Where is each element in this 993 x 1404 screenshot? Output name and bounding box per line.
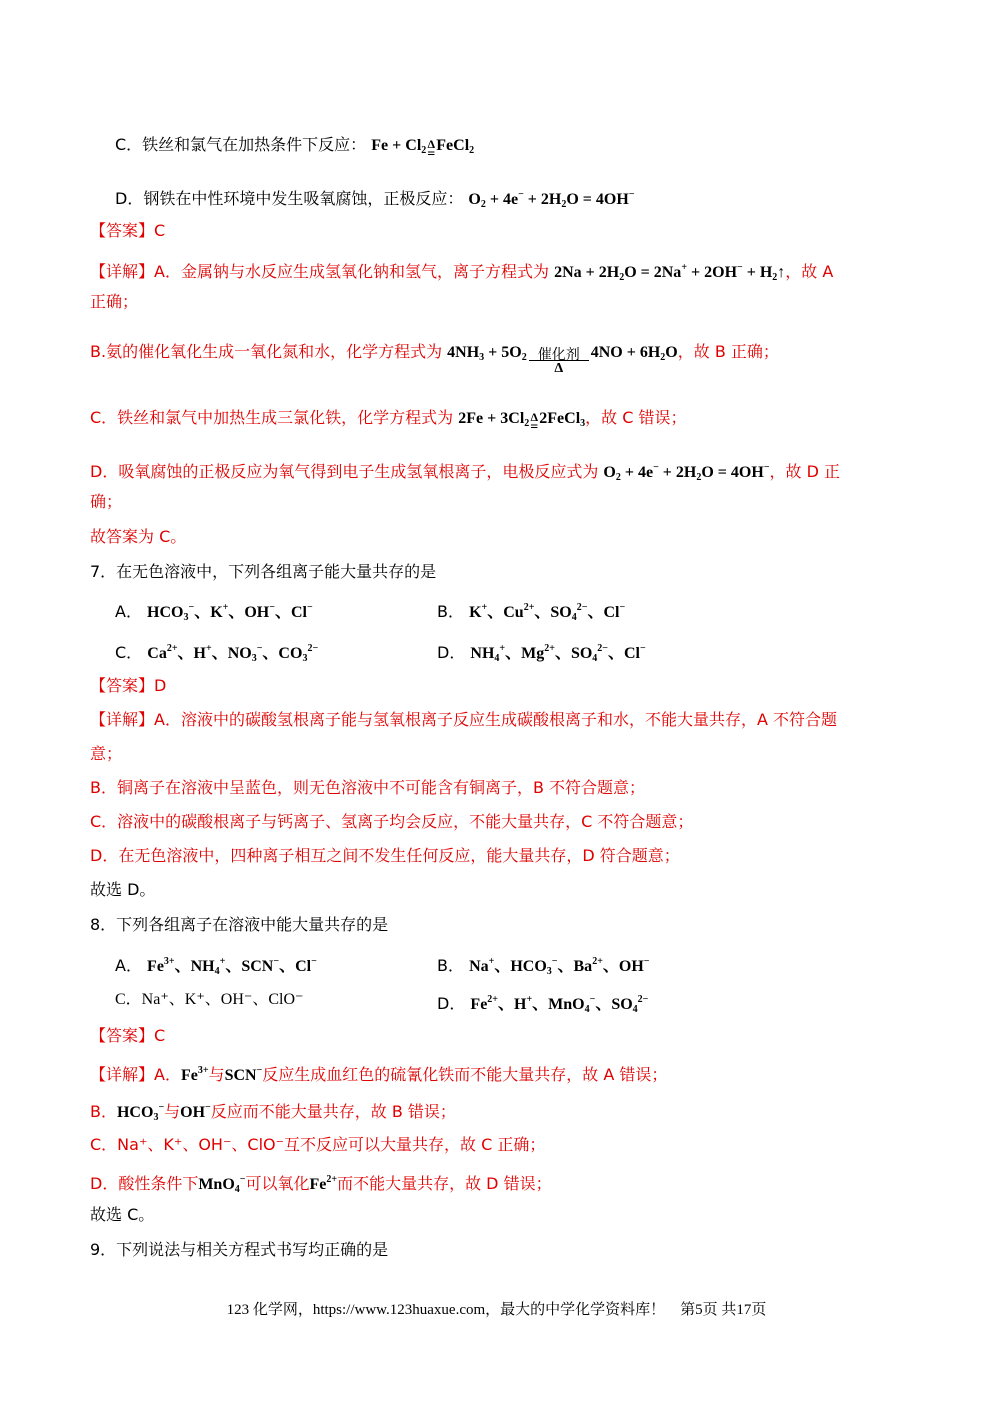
q8-option-d — [437, 988, 648, 1022]
detail-text: B.氨的催化氧化生成一氧化氮和水，化学方程式为 — [90, 342, 443, 361]
q7-detail-d: D．在无色溶液中，四种离子相互之间不发生任何反应，能大量共存，D 符合题意； — [90, 846, 680, 865]
answer-value: C — [154, 221, 166, 240]
q7-stem: 7．在无色溶液中，下列各组离子能大量共存的是 — [90, 562, 437, 581]
option-label: B． — [437, 956, 464, 975]
option-label: A． — [115, 602, 142, 621]
option-label: A． — [115, 956, 142, 975]
detail-text-end: ，故 A — [785, 262, 834, 281]
q6-option-d-text: D．钢铁在中性环境中发生吸氧腐蚀，正极反应： — [115, 189, 464, 208]
q8-conclusion: 故选 C。 — [90, 1205, 155, 1224]
detail-text: C．铁丝和氯气中加热生成三氯化铁，化学方程式为 — [90, 408, 454, 427]
detail-text: A． — [154, 1065, 181, 1084]
q7-option-b — [437, 596, 625, 630]
q6-option-c-text: C．铁丝和氯气在加热条件下反应： — [115, 135, 367, 154]
option-label: D． — [437, 994, 466, 1013]
detail-tag: 【详解】 — [90, 1065, 155, 1084]
q9-stem: 9．下列说法与相关方程式书写均正确的是 — [90, 1240, 389, 1259]
q6-option-c — [115, 133, 474, 163]
q8-option-b-ions: Na+、$HCO_3^-$、$Ba^{2+}$、OH− — [469, 956, 650, 977]
answer-tag: 【答案】 — [90, 1026, 155, 1045]
q6-detail-c — [90, 406, 687, 436]
detail-text-end: ，故 D 正 — [769, 462, 841, 481]
option-label: D． — [437, 643, 466, 662]
q7-detail-c: C．溶液中的碳酸根离子与钙离子、氢离子均会反应，不能大量共存，C 不符合题意； — [90, 812, 694, 831]
q6-option-d-equation: $O_2 + 4e^- + 2H_2O = 4OH^-$ — [468, 189, 635, 210]
detail-text-end: ，故 C 错误； — [585, 408, 687, 427]
detail-text: 可以氧化 — [245, 1174, 310, 1193]
q6-detail-b — [90, 340, 779, 377]
q6-detail-a — [90, 256, 833, 290]
detail-text: 反应生成血红色的硫氰化铁而不能大量共存，故 A 错误； — [262, 1065, 668, 1084]
detail-text: D．吸氧腐蚀的正极反应为氧气得到电子生成氢氧根离子，电极反应式为 — [90, 462, 599, 481]
q7-conclusion: 故选 D。 — [90, 880, 156, 899]
answer-value: C — [154, 1026, 166, 1045]
q6-detail-d — [90, 456, 840, 490]
option-label: C． — [115, 643, 143, 662]
ion-oh: OH− — [180, 1102, 211, 1121]
q6-detail-b-equation: $4NH_3 + 5O_2$ 催化剂 Δ $4NO + 6H_2O$ — [447, 344, 678, 376]
detail-text: D．酸性条件下 — [90, 1174, 199, 1193]
detail-text: B． — [90, 1102, 117, 1121]
detail-text: A．金属钠与水反应生成氢氧化钠和氢气，离子方程式为 — [154, 262, 549, 281]
q6-option-c-equation: $Fe + Cl_2$ Δ = FeCl$_2$ — [371, 137, 475, 162]
catalyst-label: 催化剂 — [537, 347, 580, 363]
q6-conclusion: 故答案为 C。 — [90, 527, 187, 546]
q7-option-c-ions: $Ca^{2+}$、H+、$NO_3^-$、$CO_3^{2-}$ — [147, 643, 319, 664]
q7-option-a-ions: $HCO_3^-$、K+、OH−、Cl− — [147, 602, 313, 623]
detail-tag: 【详解】 — [90, 710, 155, 729]
ion-fe3: $Fe^{3+}$ — [180, 1065, 209, 1084]
ion-hco3: $HCO_3^-$ — [116, 1102, 165, 1123]
detail-text: 反应而不能大量共存，故 B 错误； — [210, 1102, 456, 1121]
q8-option-a — [115, 950, 317, 984]
q8-detail-b — [90, 1096, 456, 1130]
q8-detail-a — [90, 1059, 667, 1088]
q8-option-d-ions: $Fe^{2+}$、H+、MnO$_4$−、$SO_4^{2-}$ — [470, 994, 649, 1015]
q7-detail-a — [90, 708, 837, 732]
q6-option-d — [115, 183, 635, 217]
q7-option-a — [115, 596, 313, 630]
q7-detail-b: B．铜离子在溶液中呈蓝色，则无色溶液中不可能含有铜离子，B 不符合题意； — [90, 778, 646, 797]
detail-text: A．溶液中的碳酸氢根离子能与氢氧根离子反应生成碳酸根离子和水，不能大量共存，A 不符合题 — [154, 710, 837, 729]
ion-fe2: $Fe^{2+}$ — [309, 1174, 338, 1193]
q7-option-d — [437, 637, 646, 671]
q7-option-b-ions: K+、$Cu^{2+}$、$SO_4^{2-}$、Cl− — [469, 602, 626, 623]
detail-text: 与 — [164, 1102, 181, 1121]
q8-detail-d — [90, 1168, 552, 1202]
option-label: B． — [437, 602, 464, 621]
q7-option-d-ions: $NH_4^+$、$Mg^{2+}$、$SO_4^{2-}$、Cl− — [470, 643, 646, 664]
detail-text-end: ，故 B 正确； — [677, 342, 779, 361]
q6-answer — [90, 219, 165, 243]
q8-option-b — [437, 950, 650, 984]
q7-answer — [90, 674, 166, 698]
answer-value: D — [154, 676, 167, 695]
q7-option-c — [115, 637, 318, 671]
q6-detail-d-equation: $O_2 + 4e^- + 2H_2O = 4OH^-$ — [603, 462, 770, 483]
q8-detail-c: C．Na⁺、K⁺、OH⁻、ClO⁻互不反应可以大量共存，故 C 正确； — [90, 1135, 546, 1154]
detail-tag: 【详解】 — [90, 262, 155, 281]
q6-detail-a-equation: $2Na + 2H_2O = 2Na^+ + 2OH^-$ + $H_2↑$ — [554, 262, 786, 283]
q8-option-a-ions: $Fe^{3+}$、$NH_4^+$、SCN−、Cl− — [147, 956, 317, 977]
q8-option-c: C．Na⁺、K⁺、OH⁻、ClO⁻ — [115, 991, 304, 1008]
q7-detail-a-line2: 意； — [90, 744, 123, 763]
detail-text: 而不能大量共存，故 D 错误； — [337, 1174, 552, 1193]
ion-mno4: MnO$_4$− — [198, 1174, 246, 1195]
q6-detail-c-equation: $2Fe + 3Cl_2$ Δ = 2FeCl$_3$ — [458, 410, 586, 435]
ion-scn: SCN− — [224, 1065, 263, 1084]
q8-stem: 8．下列各组离子在溶液中能大量共存的是 — [90, 915, 389, 934]
q6-detail-d-line2: 确； — [90, 492, 123, 511]
answer-tag: 【答案】 — [90, 676, 155, 695]
q6-detail-a-line2: 正确； — [90, 292, 139, 311]
detail-text: 与 — [208, 1065, 225, 1084]
q8-answer — [90, 1024, 165, 1048]
page-footer: 123 化学网，https://www.123huaxue.com，最大的中学化学资料库！ 第5页 共17页 — [226, 1302, 767, 1318]
answer-tag: 【答案】 — [90, 221, 155, 240]
